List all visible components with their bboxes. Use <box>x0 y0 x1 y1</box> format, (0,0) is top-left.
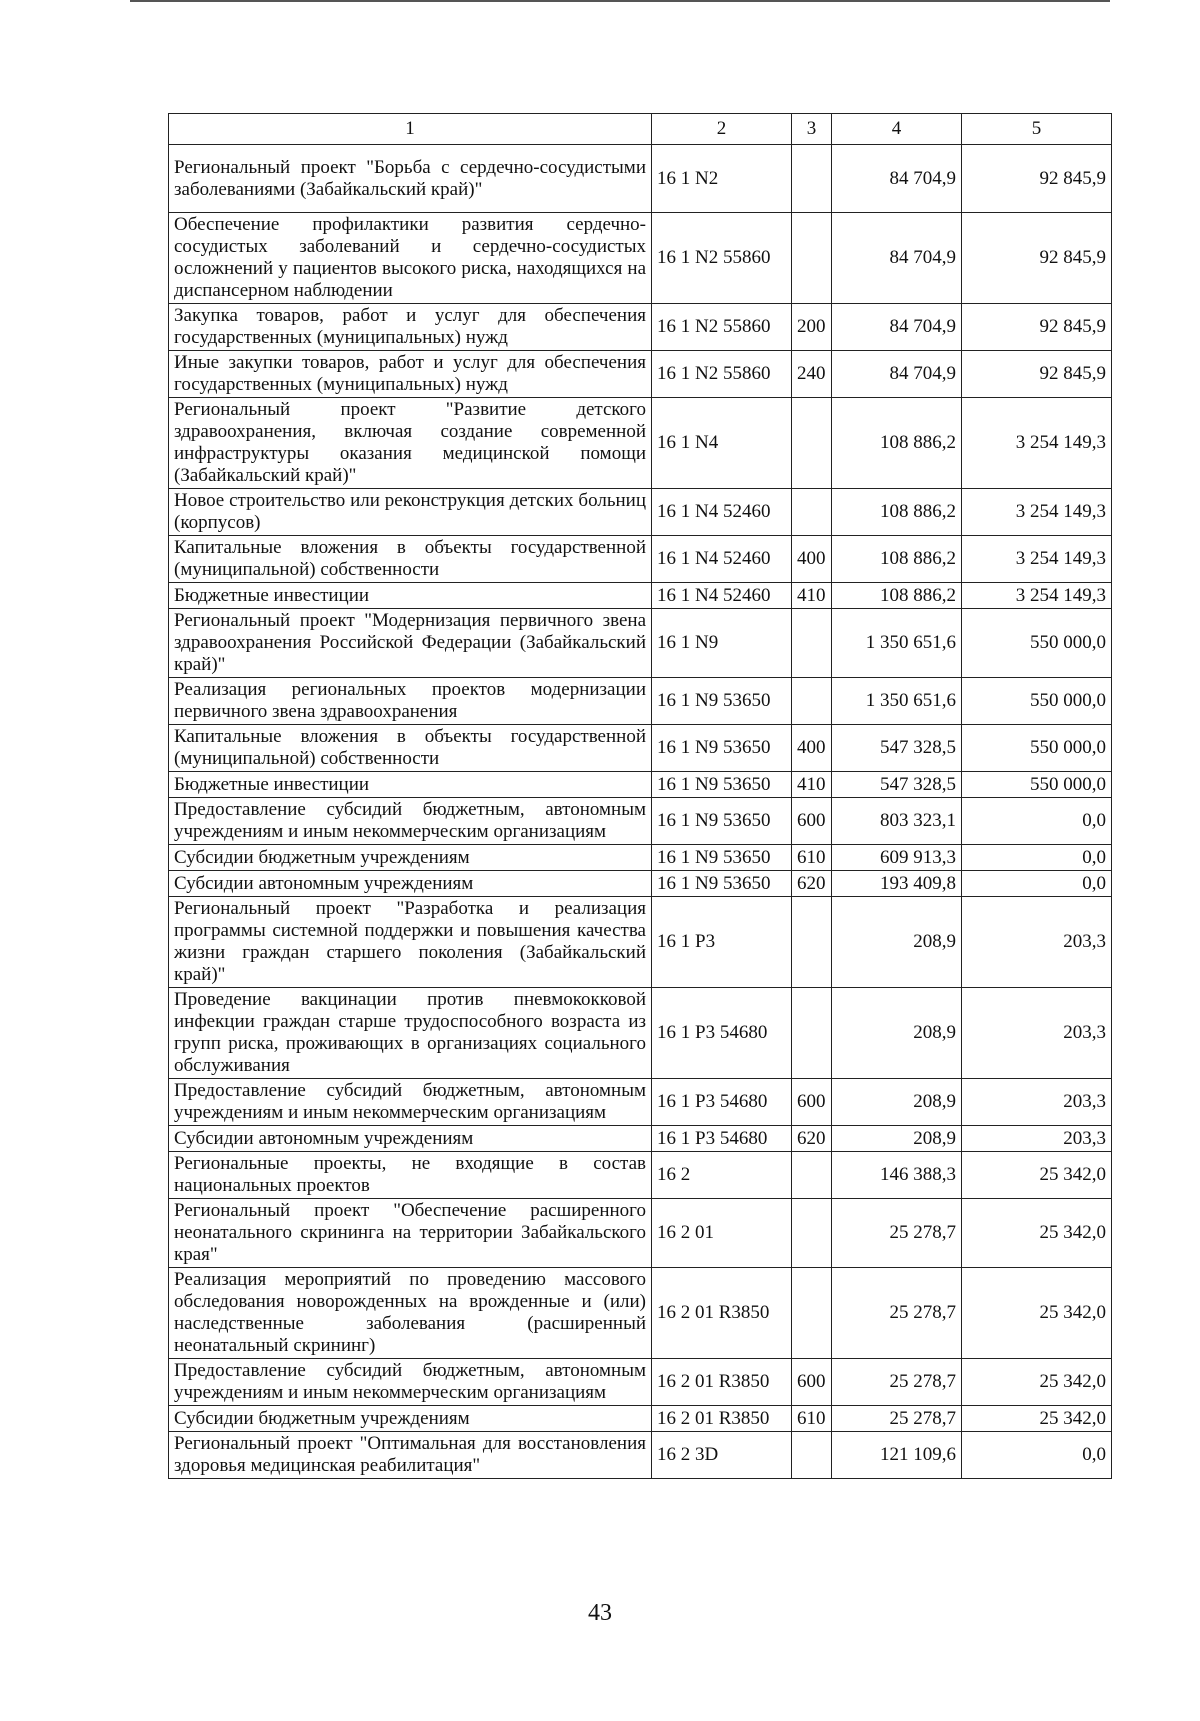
top-rule <box>130 0 1110 2</box>
row-value-col4: 25 278,7 <box>832 1268 962 1359</box>
row-code: 16 1 N2 55860 <box>652 351 792 398</box>
row-code: 16 1 N9 <box>652 609 792 678</box>
row-name: Региональный проект "Модернизация первичного звена здравоохранения Российской Федерации (Забайкальский край)" <box>169 609 652 678</box>
row-name: Иные закупки товаров, работ и услуг для обеспечения государственных (муниципальных) нужд <box>169 351 652 398</box>
table-row <box>169 213 1112 304</box>
table-row <box>169 1079 1112 1126</box>
row-expense-type <box>792 678 832 725</box>
table-row <box>169 398 1112 489</box>
table-row <box>169 678 1112 725</box>
row-expense-type: 410 <box>792 583 832 609</box>
row-value-col5: 550 000,0 <box>962 772 1112 798</box>
row-expense-type: 600 <box>792 1079 832 1126</box>
row-name: Региональный проект "Оптимальная для восстановления здоровья медицинская реабилитация" <box>169 1432 652 1479</box>
table-row <box>169 304 1112 351</box>
row-name: Проведение вакцинации против пневмококковой инфекции граждан старше трудоспособного возраста из групп риска, проживающих в организациях социального обслуживания <box>169 988 652 1079</box>
row-expense-type: 610 <box>792 1406 832 1432</box>
row-code: 16 1 N2 55860 <box>652 213 792 304</box>
row-name: Бюджетные инвестиции <box>169 583 652 609</box>
row-name: Субсидии бюджетным учреждениям <box>169 845 652 871</box>
row-name: Бюджетные инвестиции <box>169 772 652 798</box>
row-value-col4: 84 704,9 <box>832 213 962 304</box>
row-expense-type <box>792 1432 832 1479</box>
row-value-col5: 92 845,9 <box>962 351 1112 398</box>
row-code: 16 1 N9 53650 <box>652 772 792 798</box>
row-value-col4: 25 278,7 <box>832 1359 962 1406</box>
row-code: 16 1 N4 <box>652 398 792 489</box>
row-expense-type: 410 <box>792 772 832 798</box>
row-value-col5: 0,0 <box>962 1432 1112 1479</box>
row-value-col4: 146 388,3 <box>832 1152 962 1199</box>
row-value-col5: 203,3 <box>962 1126 1112 1152</box>
row-value-col4: 25 278,7 <box>832 1199 962 1268</box>
table-row <box>169 1406 1112 1432</box>
row-name: Предоставление субсидий бюджетным, автономным учреждениям и иным некоммерческим организациям <box>169 1359 652 1406</box>
table-row <box>169 489 1112 536</box>
row-name: Новое строительство или реконструкция детских больниц (корпусов) <box>169 489 652 536</box>
row-value-col5: 25 342,0 <box>962 1152 1112 1199</box>
row-value-col5: 25 342,0 <box>962 1268 1112 1359</box>
row-name: Капитальные вложения в объекты государственной (муниципальной) собственности <box>169 536 652 583</box>
row-code: 16 1 N9 53650 <box>652 845 792 871</box>
row-value-col4: 547 328,5 <box>832 772 962 798</box>
row-value-col4: 84 704,9 <box>832 145 962 213</box>
row-name: Региональный проект "Развитие детского здравоохранения, включая создание современной инфраструктуры оказания медицинской помощи (Забайкальский край)" <box>169 398 652 489</box>
row-value-col4: 121 109,6 <box>832 1432 962 1479</box>
row-expense-type <box>792 897 832 988</box>
column-header-4: 4 <box>832 114 962 145</box>
row-value-col4: 208,9 <box>832 1079 962 1126</box>
row-name: Реализация мероприятий по проведению массового обследования новорожденных на врожденные и (или) наследственные заболевания (расширенный неонатальный скрининг) <box>169 1268 652 1359</box>
row-code: 16 2 01 R3850 <box>652 1359 792 1406</box>
row-value-col5: 0,0 <box>962 845 1112 871</box>
row-name: Региональный проект "Обеспечение расширенного неонатального скрининга на территории Забайкальского края" <box>169 1199 652 1268</box>
row-value-col5: 3 254 149,3 <box>962 536 1112 583</box>
row-value-col4: 84 704,9 <box>832 351 962 398</box>
row-value-col5: 0,0 <box>962 798 1112 845</box>
table-row <box>169 1152 1112 1199</box>
row-name: Обеспечение профилактики развития сердечно-сосудистых заболеваний и сердечно-сосудистых осложнений у пациентов высокого риска, находящихся на диспансерном наблюдении <box>169 213 652 304</box>
row-value-col5: 25 342,0 <box>962 1406 1112 1432</box>
row-expense-type <box>792 1199 832 1268</box>
row-value-col4: 547 328,5 <box>832 725 962 772</box>
row-value-col4: 108 886,2 <box>832 398 962 489</box>
table-row <box>169 1199 1112 1268</box>
row-value-col5: 3 254 149,3 <box>962 398 1112 489</box>
row-code: 16 1 N4 52460 <box>652 536 792 583</box>
table-row <box>169 1359 1112 1406</box>
row-code: 16 1 N4 52460 <box>652 583 792 609</box>
row-expense-type <box>792 213 832 304</box>
row-expense-type: 600 <box>792 1359 832 1406</box>
table-row <box>169 1268 1112 1359</box>
row-code: 16 2 01 R3850 <box>652 1406 792 1432</box>
row-expense-type: 200 <box>792 304 832 351</box>
row-value-col4: 108 886,2 <box>832 489 962 536</box>
row-value-col4: 25 278,7 <box>832 1406 962 1432</box>
row-name: Субсидии автономным учреждениям <box>169 1126 652 1152</box>
row-value-col5: 25 342,0 <box>962 1199 1112 1268</box>
row-code: 16 1 N4 52460 <box>652 489 792 536</box>
row-value-col4: 108 886,2 <box>832 536 962 583</box>
row-value-col5: 3 254 149,3 <box>962 583 1112 609</box>
row-name: Предоставление субсидий бюджетным, автономным учреждениям и иным некоммерческим организациям <box>169 1079 652 1126</box>
row-expense-type <box>792 489 832 536</box>
row-value-col5: 92 845,9 <box>962 145 1112 213</box>
row-name: Субсидии автономным учреждениям <box>169 871 652 897</box>
row-value-col5: 92 845,9 <box>962 213 1112 304</box>
table-row <box>169 1432 1112 1479</box>
table-row <box>169 609 1112 678</box>
row-expense-type <box>792 145 832 213</box>
row-name: Региональный проект "Разработка и реализация программы системной поддержки и повышения качества жизни граждан старшего поколения (Забайкальский край)" <box>169 897 652 988</box>
row-code: 16 1 N9 53650 <box>652 798 792 845</box>
page-number: 43 <box>588 1600 612 1626</box>
budget-table <box>168 113 1112 1479</box>
table-row <box>169 725 1112 772</box>
table-row <box>169 772 1112 798</box>
row-value-col5: 203,3 <box>962 988 1112 1079</box>
row-value-col4: 108 886,2 <box>832 583 962 609</box>
row-value-col5: 3 254 149,3 <box>962 489 1112 536</box>
row-name: Предоставление субсидий бюджетным, автономным учреждениям и иным некоммерческим организациям <box>169 798 652 845</box>
row-expense-type <box>792 609 832 678</box>
table-row <box>169 798 1112 845</box>
row-expense-type: 400 <box>792 536 832 583</box>
row-value-col5: 203,3 <box>962 1079 1112 1126</box>
table-row <box>169 351 1112 398</box>
row-code: 16 1 N9 53650 <box>652 678 792 725</box>
row-name: Капитальные вложения в объекты государственной (муниципальной) собственности <box>169 725 652 772</box>
row-expense-type: 240 <box>792 351 832 398</box>
row-expense-type <box>792 988 832 1079</box>
row-code: 16 1 P3 54680 <box>652 1079 792 1126</box>
table-row <box>169 145 1112 213</box>
row-name: Региональный проект "Борьба с сердечно-сосудистыми заболеваниями (Забайкальский край)" <box>169 145 652 213</box>
row-code: 16 1 N9 53650 <box>652 725 792 772</box>
row-expense-type: 400 <box>792 725 832 772</box>
table-row <box>169 845 1112 871</box>
row-code: 16 1 N9 53650 <box>652 871 792 897</box>
row-code: 16 1 P3 54680 <box>652 988 792 1079</box>
row-code: 16 1 P3 <box>652 897 792 988</box>
row-value-col5: 550 000,0 <box>962 609 1112 678</box>
row-value-col4: 609 913,3 <box>832 845 962 871</box>
table-row <box>169 536 1112 583</box>
table-row <box>169 1126 1112 1152</box>
row-expense-type: 610 <box>792 845 832 871</box>
row-value-col5: 550 000,0 <box>962 678 1112 725</box>
row-name: Субсидии бюджетным учреждениям <box>169 1406 652 1432</box>
column-header-1: 1 <box>169 114 652 145</box>
column-header-2: 2 <box>652 114 792 145</box>
row-code: 16 1 P3 54680 <box>652 1126 792 1152</box>
row-expense-type: 600 <box>792 798 832 845</box>
row-value-col5: 0,0 <box>962 871 1112 897</box>
row-value-col4: 193 409,8 <box>832 871 962 897</box>
row-code: 16 2 01 R3850 <box>652 1268 792 1359</box>
table-row <box>169 583 1112 609</box>
row-name: Реализация региональных проектов модернизации первичного звена здравоохранения <box>169 678 652 725</box>
row-value-col4: 1 350 651,6 <box>832 609 962 678</box>
row-code: 16 2 3D <box>652 1432 792 1479</box>
row-expense-type: 620 <box>792 1126 832 1152</box>
row-value-col5: 25 342,0 <box>962 1359 1112 1406</box>
header-row <box>169 114 1112 145</box>
row-value-col4: 1 350 651,6 <box>832 678 962 725</box>
column-header-5: 5 <box>962 114 1112 145</box>
row-code: 16 1 N2 55860 <box>652 304 792 351</box>
row-code: 16 2 <box>652 1152 792 1199</box>
row-value-col5: 92 845,9 <box>962 304 1112 351</box>
row-expense-type <box>792 1152 832 1199</box>
row-name: Закупка товаров, работ и услуг для обеспечения государственных (муниципальных) нужд <box>169 304 652 351</box>
row-expense-type <box>792 398 832 489</box>
table-row <box>169 871 1112 897</box>
row-expense-type <box>792 1268 832 1359</box>
row-value-col4: 84 704,9 <box>832 304 962 351</box>
table-row <box>169 988 1112 1079</box>
row-value-col4: 208,9 <box>832 988 962 1079</box>
row-name: Региональные проекты, не входящие в состав национальных проектов <box>169 1152 652 1199</box>
row-value-col4: 208,9 <box>832 897 962 988</box>
row-value-col5: 203,3 <box>962 897 1112 988</box>
row-code: 16 1 N2 <box>652 145 792 213</box>
row-expense-type: 620 <box>792 871 832 897</box>
row-value-col5: 550 000,0 <box>962 725 1112 772</box>
row-value-col4: 208,9 <box>832 1126 962 1152</box>
column-header-3: 3 <box>792 114 832 145</box>
row-code: 16 2 01 <box>652 1199 792 1268</box>
row-value-col4: 803 323,1 <box>832 798 962 845</box>
table-row <box>169 897 1112 988</box>
